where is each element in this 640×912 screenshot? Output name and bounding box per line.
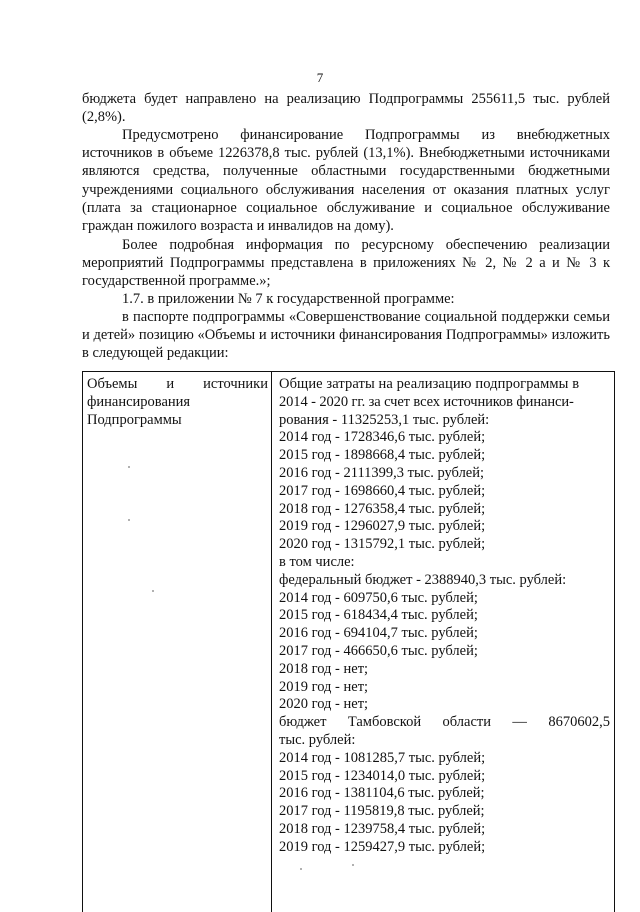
federal-year-line: 2014 год - 609750,6 тыс. рублей;: [279, 589, 478, 606]
regional-word: —: [512, 714, 527, 731]
federal-year-line: 2016 год - 694104,7 тыс. рублей;: [279, 625, 478, 642]
paragraph-text: бюджета будет направлено на реализацию Подпрограммы 255611,5 тыс. рублей (2,8%).: [82, 91, 610, 126]
left-label-line: [87, 376, 268, 394]
regional-year-line: 2016 год - 1381104,6 тыс. рублей;: [279, 785, 485, 802]
intro-line: рования - 11325253,1 тыс. рублей:: [279, 411, 490, 428]
regional-year-line: 2017 год - 1195819,8 тыс. рублей;: [279, 803, 485, 820]
total-year-line: 2020 год - 1315792,1 тыс. рублей;: [279, 536, 486, 553]
regional-year-line: 2015 год - 1234014,0 тыс. рублей;: [279, 767, 486, 784]
left-label-line: Подпрограммы: [87, 411, 182, 428]
paragraph-budget-continuation: [82, 90, 610, 126]
label-word: и: [166, 376, 175, 392]
table-left-cell: [87, 376, 268, 429]
paragraph-text: Более подробная информация по ресурсному обеспечению реализации мероприятий Подпрограммы представлена в приложениях № 2, № 2 а и № 3 к государственной программе.»;: [82, 237, 610, 290]
label-word: источники: [203, 376, 268, 392]
left-label-line: финансирования: [87, 393, 191, 410]
scan-speck: [352, 864, 354, 866]
regional-total-line: [279, 714, 610, 732]
financing-table: [82, 371, 615, 912]
regional-year-line: 2018 год - 1239758,4 тыс. рублей;: [279, 820, 486, 837]
total-year-line: 2017 год - 1698660,4 тыс. рублей;: [279, 482, 486, 499]
federal-year-line: 2017 год - 466650,6 тыс. рублей;: [279, 642, 478, 659]
scan-speck: [152, 590, 154, 592]
table-right-cell: [279, 376, 610, 857]
scan-speck: [128, 466, 130, 468]
regional-year-line: 2014 год - 1081285,7 тыс. рублей;: [279, 749, 486, 766]
intro-line: Общие затраты на реализацию подпрограммы в: [279, 376, 580, 392]
total-year-line: 2016 год - 2111399,3 тыс. рублей;: [279, 464, 485, 481]
total-year-line: 2018 год - 1276358,4 тыс. рублей;: [279, 500, 486, 517]
paragraph-item-1-7: [82, 290, 610, 308]
total-year-line: 2015 год - 1898668,4 тыс. рублей;: [279, 447, 486, 464]
regional-word: бюджет: [279, 714, 327, 731]
regional-word: области: [442, 714, 492, 731]
regional-year-line: 2019 год - 1259427,9 тыс. рублей;: [279, 838, 486, 855]
federal-year-line: 2018 год - нет;: [279, 660, 369, 677]
page-number: 7: [316, 70, 324, 85]
federal-year-line: 2015 год - 618434,4 тыс. рублей;: [279, 607, 478, 624]
paragraph-text: 1.7. в приложении № 7 к государственной программе:: [122, 291, 455, 307]
federal-total-line: федеральный бюджет - 2388940,3 тыс. рублей:: [279, 571, 567, 588]
total-year-line: 2019 год - 1296027,9 тыс. рублей;: [279, 518, 486, 535]
paragraph-text: в паспорте подпрограммы «Совершенствование социальной поддержки семьи и детей» позицию «Объемы и источники финансирования Подпрограммы» изложить в следующей редакции:: [82, 309, 610, 362]
regional-total-cont: тыс. рублей:: [279, 731, 356, 748]
including-label: в том числе:: [279, 553, 355, 570]
paragraph-offbudget-financing: [82, 126, 610, 235]
federal-year-line: 2020 год - нет;: [279, 696, 369, 713]
paragraph-text: Предусмотрено финансирование Подпрограммы из внебюджетных источников в объеме 1226378,8 тыс. рублей (13,1%). Внебюджетными источниками являются средства, полученные областными государственными бюджетными учреждениями социального обслуживания населения от оказания платных услуг (плата за стационарное социальное обслуживание и социальное обслуживание граждан пожилого возраста и инвалидов на дому).: [82, 127, 610, 235]
total-year-line: 2014 год - 1728346,6 тыс. рублей;: [279, 429, 486, 446]
paragraph-resource-info: [82, 236, 610, 291]
paragraph-passport-edit: [82, 308, 610, 363]
intro-line: 2014 - 2020 гг. за счет всех источников финанси-: [279, 393, 574, 410]
regional-word: 8670602,5: [548, 714, 610, 731]
regional-word: Тамбовской: [347, 714, 422, 731]
label-word: Объемы: [87, 376, 138, 392]
scan-speck: [128, 519, 130, 521]
table-column-divider: [271, 372, 272, 912]
federal-year-line: 2019 год - нет;: [279, 678, 369, 695]
scan-speck: [300, 868, 302, 870]
